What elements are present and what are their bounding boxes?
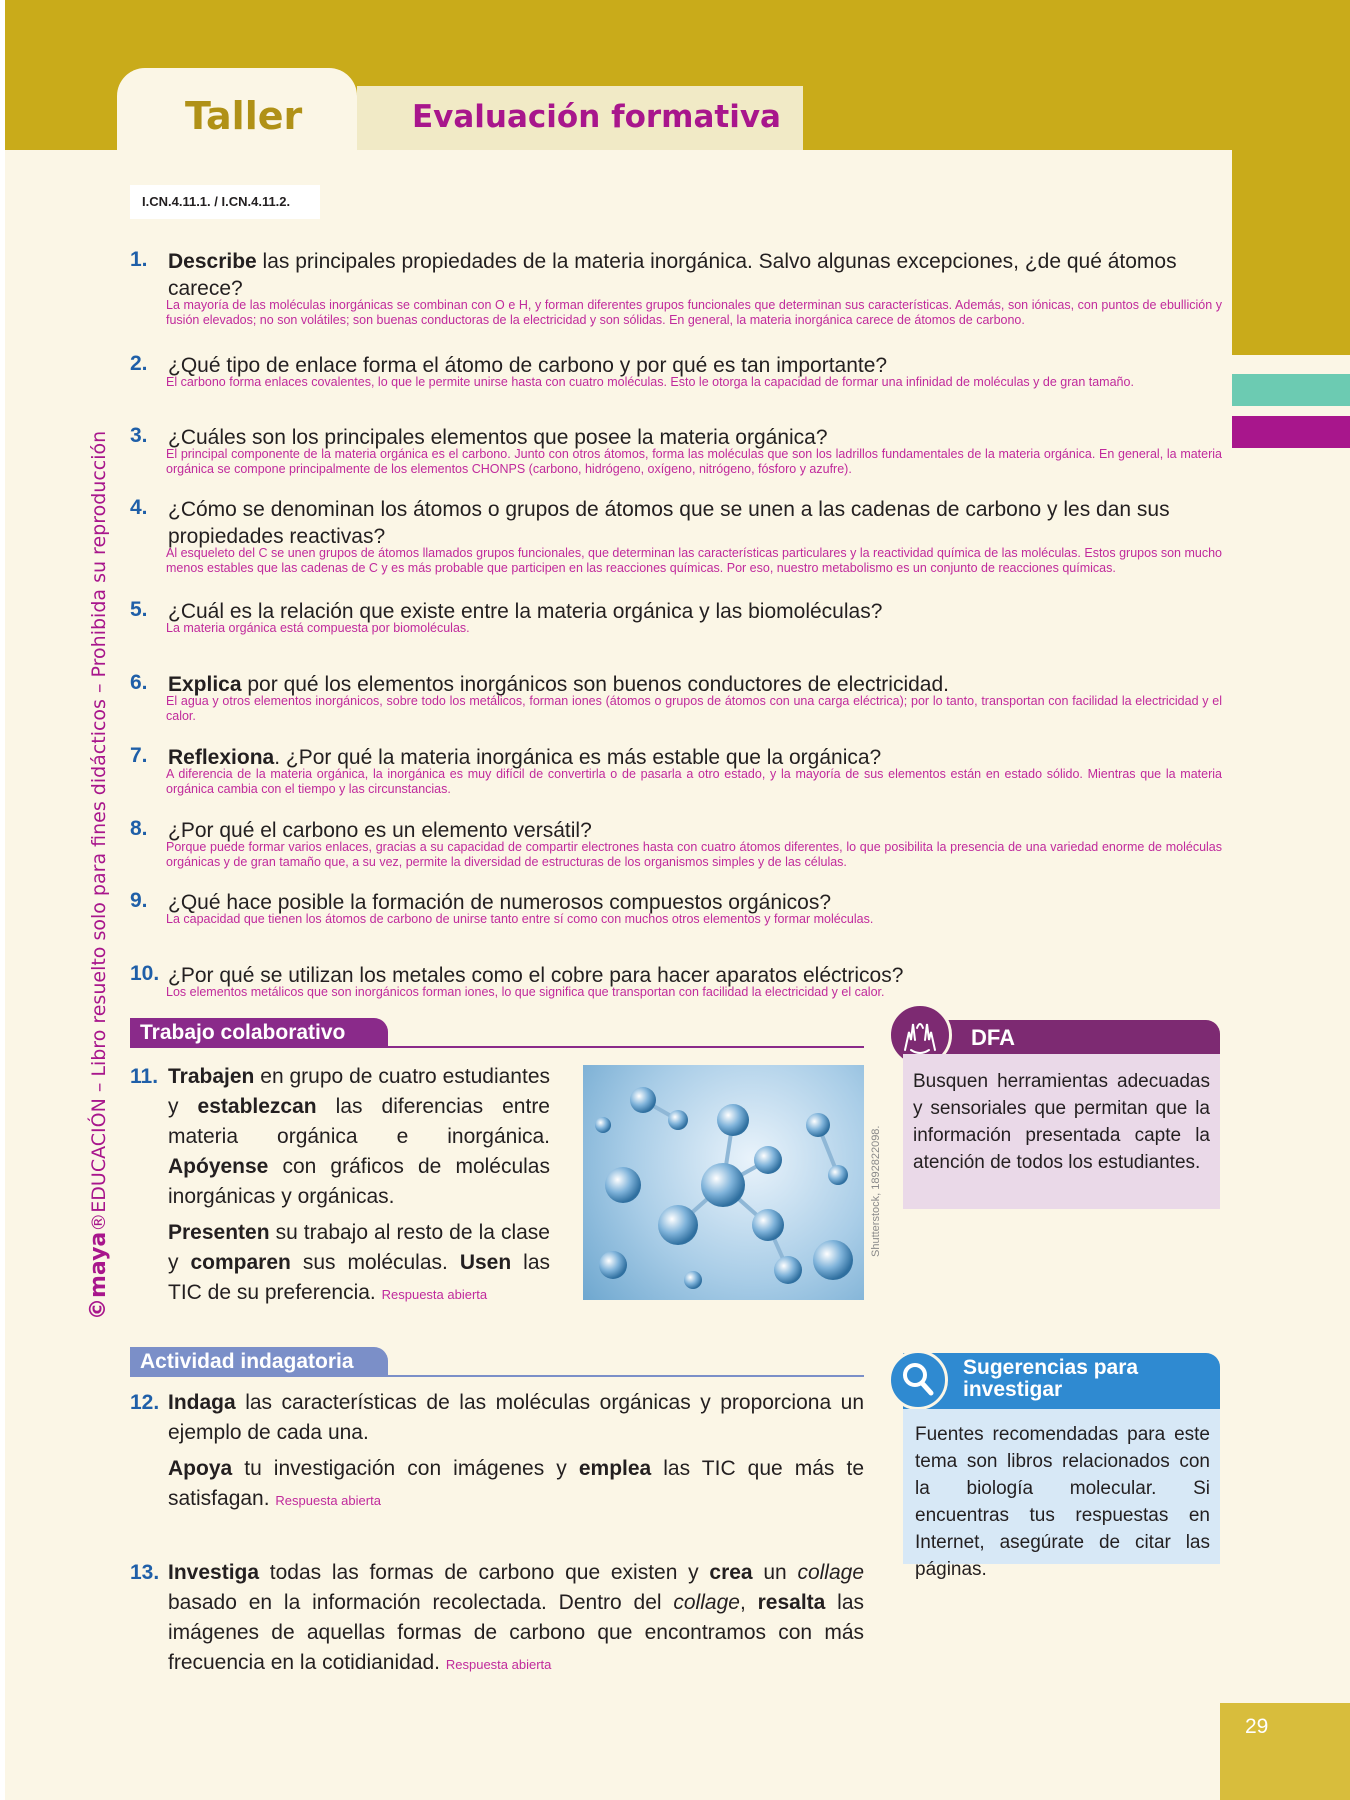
question-number: 3. — [130, 424, 148, 447]
text: basado en la información recolectada. Dentro del — [168, 1591, 674, 1614]
answer-text: Respuesta abierta — [381, 1287, 488, 1302]
question-8 — [130, 817, 1222, 870]
question-number: 2. — [130, 352, 148, 375]
question-2 — [130, 352, 1222, 390]
question-number: 4. — [130, 496, 148, 519]
question-number: 7. — [130, 744, 148, 767]
side-copyright — [86, 431, 111, 1320]
actividad-indagatoria-header — [130, 1347, 864, 1377]
answer-text: Respuesta abierta — [445, 1657, 552, 1672]
question-number: 11. — [130, 1065, 159, 1088]
side-band — [1232, 0, 1350, 355]
question-6 — [130, 671, 1222, 724]
answer-text: El principal componente de la materia orgánica es el carbono. Junto con otros átomos, forma las moléculas que son los ladrillos fundamentales de la materia orgánica. En general, la materia orgánica se compone principalmente de los elementos CHONPS (carbono, hidrógeno, oxígeno, nitrógeno, fósforo y azufre). — [166, 447, 1222, 476]
question-text: ¿Por qué se utilizan los metales como el cobre para hacer aparatos eléctricos? — [168, 964, 904, 987]
question-number: 9. — [130, 889, 148, 912]
question-1 — [130, 248, 1222, 328]
answer-text: Los elementos metálicos que son inorgánicos forman iones, lo que significa que transportan con facilidad la electricidad y el calor. — [166, 985, 885, 999]
question-number: 8. — [130, 817, 148, 840]
text: las imágenes de aquellas formas de carbono que encontramos con más frecuencia en la cotidianidad. — [168, 1591, 864, 1674]
verb: Usen — [459, 1251, 512, 1274]
question-verb: Explica — [168, 673, 242, 696]
verb: Indaga — [168, 1391, 236, 1414]
answer-text: Al esqueleto del C se unen grupos de átomos llamados grupos funcionales, que determinan las características particulares y la reactividad química de las moléculas. Estos grupos son mucho menos estables que las cadenas de C y es más probable que participen en las reacciones químicas. Por eso, nuestro metabolismo es un conjunto de reacciones químicas. — [166, 546, 1222, 575]
answer-text: La capacidad que tienen los átomos de carbono de unirse tanto entre sí como con muchos otros elementos y formar moléculas. — [166, 912, 874, 926]
question-13-paragraph — [168, 1558, 864, 1680]
verb: Investiga — [168, 1561, 260, 1584]
text: las TIC que más te satisfagan. — [168, 1457, 864, 1510]
taller-tab — [117, 68, 357, 168]
question-text: ¿Cómo se denominan los átomos o grupos de átomos que se unen a las cadenas de carbono y les dan sus propiedades reactivas? — [168, 498, 1170, 548]
question-4 — [130, 496, 1222, 576]
question-number: 10. — [130, 962, 160, 985]
text: sus moléculas. — [290, 1251, 460, 1274]
text: con gráficos de moléculas inorgánicas y orgánicas. — [168, 1155, 550, 1208]
question-number: 12. — [130, 1391, 160, 1414]
question-12-paragraph-2 — [168, 1454, 864, 1516]
molecules-illustration — [583, 1065, 864, 1300]
question-text: las principales propiedades de la materia inorgánica. Salvo algunas excepciones, ¿de qué átomos carece? — [168, 250, 1177, 300]
answer-text: Porque puede formar varios enlaces, gracias a su capacidad de compartir electrones hasta con cuatro átomos diferentes, lo que posibilita la presencia de una variedad enorme de moléculas orgánicas y de gran tamaño que, a su vez, permite la diversidad de estructuras de los organismos simples y de las células. — [166, 840, 1222, 869]
molecules-photo — [583, 1065, 864, 1300]
question-number: 5. — [130, 598, 148, 621]
verb: emplea — [578, 1457, 652, 1480]
photo-credit: Shutterstock, 1892822098. — [870, 1125, 882, 1257]
question-3 — [130, 424, 1222, 477]
question-verb: Describe — [168, 250, 257, 273]
page-number: 29 — [1245, 1715, 1269, 1738]
verb: establezcan — [197, 1095, 317, 1118]
text: , — [739, 1591, 758, 1614]
curriculum-code: I.CN.4.11.1. / I.CN.4.11.2. — [130, 185, 320, 219]
text: las características de las moléculas orgánicas y proporciona un ejemplo de cada una. — [168, 1391, 864, 1444]
section-title: Actividad indagatoria — [130, 1347, 388, 1377]
answer-text: El carbono forma enlaces covalentes, lo que le permite unirse hasta con cuatro moléculas. Esto le otorga la capacidad de formar una infinidad de moléculas y de gran tamaño. — [166, 375, 1134, 389]
text: las TIC de su preferencia. — [168, 1251, 551, 1304]
side-tab-teal[interactable] — [1232, 374, 1350, 406]
trabajo-colaborativo-header — [130, 1018, 864, 1048]
question-text: ¿Por qué el carbono es un elemento versátil? — [168, 819, 592, 842]
italic-term: collage — [797, 1561, 865, 1584]
magnifier-icon — [888, 1350, 948, 1410]
question-11-paragraph-2 — [168, 1218, 550, 1310]
question-9 — [130, 889, 1222, 927]
answer-text: Respuesta abierta — [275, 1493, 381, 1508]
text: en grupo de cuatro estudiantes y — [168, 1065, 550, 1118]
side-copyright-text: ®EDUCACIÓN – Libro resuelto solo para fines didácticos – Prohibida su reproducción — [88, 430, 110, 1232]
text: su trabajo al resto de la clase y — [168, 1221, 550, 1274]
brand-name: ©maya — [86, 1231, 111, 1320]
question-10 — [130, 962, 1222, 1000]
evaluation-title: Evaluación formativa — [412, 99, 781, 135]
question-13 — [130, 1558, 865, 1680]
question-7 — [130, 744, 1222, 797]
verb: Trabajen — [168, 1065, 255, 1088]
question-text: ¿Cuál es la relación que existe entre la materia orgánica y las biomoléculas? — [168, 600, 883, 623]
question-12 — [130, 1388, 864, 1516]
dfa-title: DFA — [971, 1025, 1015, 1050]
sugerencias-header — [903, 1353, 1220, 1409]
taller-title: Taller — [185, 94, 303, 138]
answer-text: La mayoría de las moléculas inorgánicas se combinan con O e H, y forman diferentes grupos funcionales que determinan sus características. Además, son iónicas, con puntos de ebullición y fusión elevados; no son volátiles; son buenas conductoras de la electricidad y son sólidas. En general, la materia inorgánica carece de átomos de carbono. — [166, 298, 1222, 327]
text: todas las formas de carbono que existen y — [259, 1561, 710, 1584]
side-tab-magenta[interactable] — [1232, 416, 1350, 448]
question-text: ¿Cuáles son los principales elementos que posee la materia orgánica? — [168, 426, 828, 449]
evaluation-header — [357, 86, 803, 150]
question-12-paragraph-1 — [168, 1388, 864, 1448]
question-text: . ¿Por qué la materia inorgánica es más estable que la orgánica? — [274, 746, 882, 769]
question-number: 13. — [130, 1561, 160, 1584]
question-11 — [130, 1062, 551, 1310]
text: un — [752, 1561, 798, 1584]
question-5 — [130, 598, 1222, 636]
question-text: ¿Qué tipo de enlace forma el átomo de carbono y por qué es tan importante? — [168, 354, 888, 377]
verb: crea — [709, 1561, 753, 1584]
text: las diferencias entre materia orgánica e inorgánica. — [168, 1095, 550, 1148]
question-text: ¿Qué hace posible la formación de numerosos compuestos orgánicos? — [168, 891, 832, 914]
verb: Apoya — [168, 1457, 233, 1480]
dfa-body: Busquen herramientas adecuadas y sensoriales que permitan que la información presentada capte la atención de todos los estudiantes. — [903, 1054, 1220, 1209]
question-11-paragraph-1 — [168, 1062, 550, 1212]
section-title: Trabajo colaborativo — [130, 1018, 388, 1048]
verb: Apóyense — [168, 1155, 269, 1178]
answer-text: La materia orgánica está compuesta por biomoléculas. — [166, 621, 470, 635]
answer-text: El agua y otros elementos inorgánicos, sobre todo los metálicos, forman iones (átomos o grupos de átomos con una carga eléctrica); por lo tanto, transportan con facilidad la electricidad y el calor. — [166, 694, 1222, 723]
question-verb: Reflexiona — [168, 746, 275, 769]
text: tu investigación con imágenes y — [232, 1457, 579, 1480]
sugerencias-title: Sugerencias para investigar — [963, 1356, 1139, 1401]
page-number-box — [1220, 1703, 1350, 1800]
verb: resalta — [757, 1591, 826, 1614]
sugerencias-body: Fuentes recomendadas para este tema son libros relacionados con la biología molecular. Si encuentras tus respuestas en Internet, asegúrate de citar las páginas. — [903, 1409, 1220, 1564]
verb: Presenten — [168, 1221, 270, 1244]
italic-term: collage — [673, 1591, 740, 1614]
question-text: por qué los elementos inorgánicos son buenos conductores de electricidad. — [241, 673, 949, 696]
answer-text: A diferencia de la materia orgánica, la inorgánica es muy difícil de convertirla o de pasarla a otro estado, y la mayoría de sus elementos están en estado sólido. Mientras que la materia orgánica cambia con el tiempo y las circunstancias. — [166, 767, 1222, 796]
question-number: 1. — [130, 248, 148, 271]
question-number: 6. — [130, 671, 148, 694]
verb: comparen — [190, 1251, 291, 1274]
